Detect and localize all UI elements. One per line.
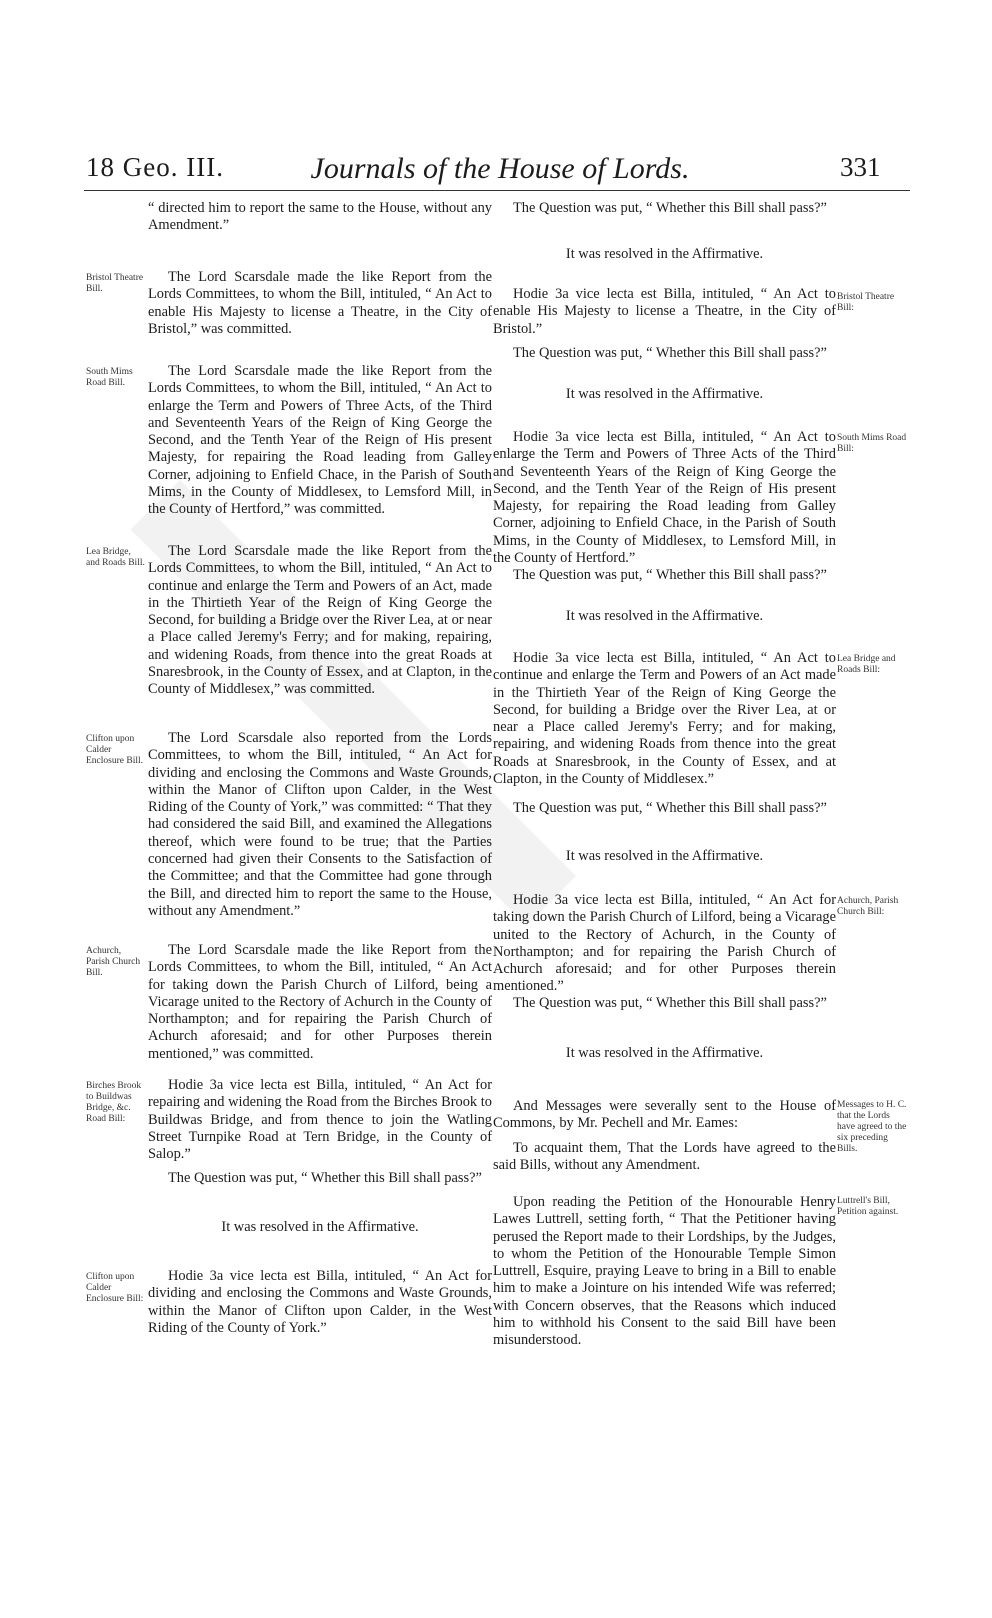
page-title: Journals of the House of Lords. bbox=[310, 152, 690, 185]
right-resolved-5: It was resolved in the Affirmative. bbox=[565, 1045, 764, 1061]
left-para-1: “ directed him to report the same to the House, without any Amendment.” bbox=[148, 200, 492, 234]
margin-note-right: Bristol Theatre Bill: bbox=[837, 292, 895, 313]
margin-note-right: Messages to H. C. that the Lords have agreed to the six preceding Bills. bbox=[837, 1100, 907, 1154]
left-para-6: The Lord Scarsdale made the like Report from the Lords Committees, to whom the Bill, intituled, “ An Act for taking down the Parish Church of Lilford, being a Vicarage united to the Rectory of Achurch in the County of Northampton; and for repairing the Parish Church of Achurch aforesaid; and for other Purposes therein mentioned,” was committed. bbox=[148, 942, 492, 1062]
right-para-4: Hodie 3a vice lecta est Billa, intituled, “ An Act for taking down the Parish Church of Lilford, being a Vicarage united to the Rectory of Achurch, in the County of Northampton; and for repairing the Parish Church of Achurch aforesaid; and for other Purposes therein mentioned.” bbox=[493, 892, 836, 995]
left-para-7: Hodie 3a vice lecta est Billa, intituled, “ An Act for repairing and widening the Road from the Birches Brook to Buildwas Bridge, and from thence to join the Watling Street Turnpike Road at Tern Bridge, in the County of Salop.” bbox=[148, 1077, 492, 1163]
left-resolved-1: It was resolved in the Affirmative. bbox=[221, 1219, 419, 1235]
margin-note-right: Luttrell's Bill, Petition against. bbox=[837, 1196, 899, 1217]
left-question-1: The Question was put, “ Whether this Bill shall pass?” bbox=[168, 1170, 482, 1186]
margin-note-left: Achurch, Parish Church Bill. bbox=[86, 946, 141, 978]
header-rule bbox=[84, 190, 910, 191]
right-question-2: The Question was put, “ Whether this Bill shall pass?” bbox=[513, 345, 827, 361]
right-para-7: Upon reading the Petition of the Honourable Henry Lawes Luttrell, setting forth, “ That the Petitioner having perused the Report made to their Lordships, by the Judges, to whom the Petition of the Honourable Temple Simon Luttrell, Esquire, praying Leave to bring in a Bill to enable him to make a Jointure on his intended Wife was referred; with Concern observes, that the Reasons which induced him to withhold his Consent to the said Bill have been misunderstood. bbox=[493, 1194, 836, 1349]
page-number: 331 bbox=[840, 152, 881, 182]
right-resolved-4: It was resolved in the Affirmative. bbox=[565, 848, 764, 864]
right-para-3: Hodie 3a vice lecta est Billa, intituled, “ An Act to continue and enlarge the Term and Powers of an Act made in the Thirtieth Year of the Reign of King George the Second, for building a Bridge over the River Lea, at or near a Place called Jeremy's Ferry; and for making, repairing, and widening Roads from thence into the great Roads at Snaresbrook, in the County of Essex, and at Clapton, in the County of Middlesex.” bbox=[493, 650, 836, 788]
left-para-5: The Lord Scarsdale also reported from the Lords Committees, to whom the Bill, intituled, “ An Act for dividing and enclosing the Commons and Waste Grounds, within the Manor of Clifton upon Calder, in the West Riding of the County of York,” was committed: “ That they had considered the said Bill, and examined the Allegations thereof, which were found to be true; that the Parties concerned had given their Consents to the Satisfaction of the Committee; and that the Committee had gone through the Bill, and directed him to report the same to the House, without any Amendment.” bbox=[148, 730, 492, 919]
left-para-3: The Lord Scarsdale made the like Report from the Lords Committees, to whom the Bill, intituled, “ An Act to enlarge the Term and Powers of Three Acts, of the Third and Seventeenth Years of the Reign of King George the Second, and the Tenth Year of the Reign of His present Majesty, for repairing the Road leading from Galley Corner, adjoining to Enfield Chace, in the Parish of South Mims, in the County of Middlesex, to Lemsford Mill, in the County of Hertford,” was committed. bbox=[148, 363, 492, 518]
right-question-3: The Question was put, “ Whether this Bill shall pass?” bbox=[513, 567, 827, 583]
right-para-1: Hodie 3a vice lecta est Billa, intituled, “ An Act to enable His Majesty to license a Theatre, in the City of Bristol.” bbox=[493, 286, 836, 337]
margin-note-left: Lea Bridge, and Roads Bill. bbox=[86, 547, 145, 568]
left-para-8: Hodie 3a vice lecta est Billa, intituled, “ An Act for dividing and enclosing the Commons and Waste Grounds, within the Manor of Clifton upon Calder, in the West Riding of the County of York.” bbox=[148, 1268, 492, 1336]
right-question-4: The Question was put, “ Whether this Bill shall pass?” bbox=[513, 800, 827, 816]
regnal-year: 18 Geo. III. bbox=[86, 152, 224, 182]
right-resolved-3: It was resolved in the Affirmative. bbox=[565, 608, 764, 624]
right-question-5: The Question was put, “ Whether this Bill shall pass?” bbox=[513, 995, 827, 1011]
right-resolved-2: It was resolved in the Affirmative. bbox=[565, 386, 764, 402]
margin-note-left: Clifton upon Calder Enclosure Bill: bbox=[86, 1272, 144, 1304]
margin-note-left: Clifton upon Calder Enclosure Bill. bbox=[86, 734, 143, 766]
right-para-5: And Messages were severally sent to the House of Commons, by Mr. Pechell and Mr. Eames: bbox=[493, 1098, 836, 1132]
right-para-2: Hodie 3a vice lecta est Billa, intituled, “ An Act to enlarge the Term and Powers of Three Acts of the Third and Seventeenth Years of the Reign of King George the Second, and the Tenth Year of the Reign of His present Majesty, for repairing the Road leading from Galley Corner, adjoining to Enfield Chace, in the Parish of South Mims, in the County of Middlesex, to Lemsford Mill, in the County of Hertford.” bbox=[493, 429, 836, 567]
right-question-1: The Question was put, “ Whether this Bill shall pass?” bbox=[513, 200, 827, 216]
right-para-6: To acquaint them, That the Lords have agreed to the said Bills, without any Amendment. bbox=[493, 1140, 836, 1174]
margin-note-left: South Mims Road Bill. bbox=[86, 367, 133, 388]
margin-note-right: South Mims Road Bill: bbox=[837, 433, 907, 454]
margin-note-right: Achurch, Parish Church Bill: bbox=[837, 896, 899, 917]
margin-note-left: Birches Brook to Buildwas Bridge, &c. Road Bill: bbox=[86, 1081, 142, 1124]
left-para-4: The Lord Scarsdale made the like Report from the Lords Committees, to whom the Bill, intituled, “ An Act to continue and enlarge the Term and Powers of an Act, made in the Thirtieth Year of the Reign of King George the Second, for building a Bridge over the River Lea, at or near a Place called Jeremy's Ferry; and for making, repairing, and widening Roads, from thence into the great Roads at Snaresbrook, in the County of Essex, and at Clapton, in the County of Middlesex,” was committed. bbox=[148, 543, 492, 698]
margin-note-left: Bristol Theatre Bill. bbox=[86, 273, 144, 294]
margin-note-right: Lea Bridge and Roads Bill: bbox=[837, 654, 896, 675]
left-para-2: The Lord Scarsdale made the like Report from the Lords Committees, to whom the Bill, intituled, “ An Act to enable His Majesty to license a Theatre, in the City of Bristol,” was committed. bbox=[148, 269, 492, 337]
right-resolved-1: It was resolved in the Affirmative. bbox=[565, 246, 764, 262]
